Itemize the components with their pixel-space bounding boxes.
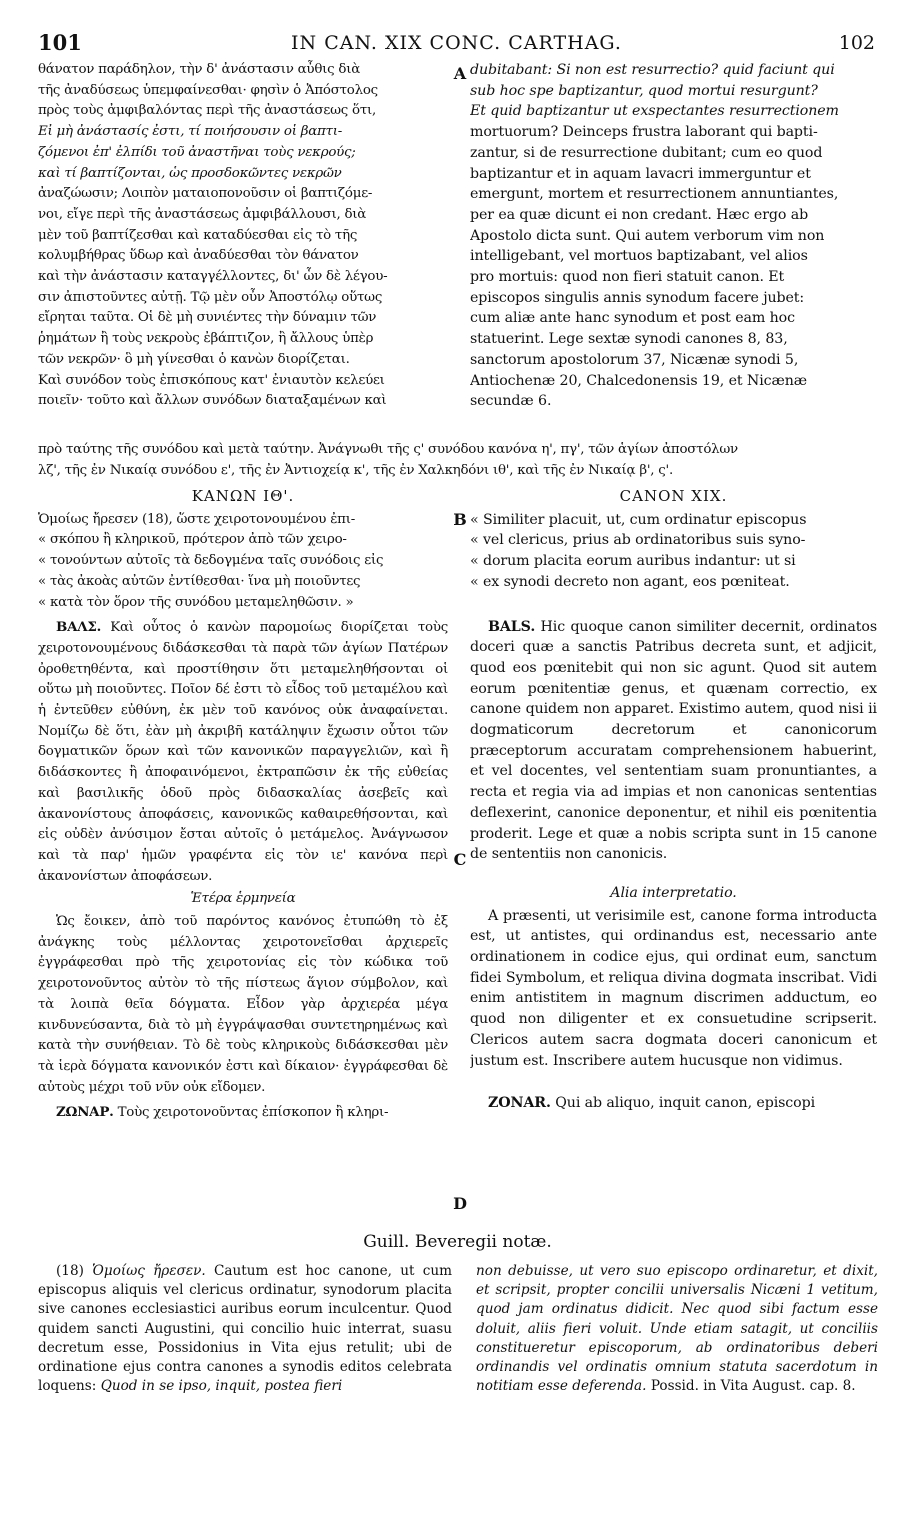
greek-canon-heading: ΚΑΝΩΝ ΙΘ'. — [191, 487, 295, 505]
greek-line: σιν ἀπιστοῦντες αὐτῇ. Τῷ μὲν οὖν Ἀποστόλῳ οὕτως — [38, 289, 383, 305]
latin-line: per ea quæ dicunt ei non credant. Hæc ergo ab — [470, 206, 809, 223]
latin-line: secundæ 6. — [470, 393, 552, 410]
greek-line: τῶν νεκρῶν· ὃ μὴ γίνεσθαι ὁ κανὼν διορίζεται. — [38, 351, 350, 367]
latin-column-top — [470, 60, 877, 420]
latin-line: dubitabant: Si non est resurrectio? quid faciunt qui — [470, 62, 835, 78]
latin-zonar-text: Qui ab aliquo, inquit canon, episcopi — [555, 1095, 816, 1112]
section-letter-b: B — [453, 510, 467, 529]
greek-line: Καὶ συνόδον τοὺς ἐπισκόπους κατ' ἐνιαυτὸν κελεύει — [38, 372, 385, 388]
note-right-tail: Possid. in Vita August. cap. 8. — [650, 1378, 856, 1395]
latin-line: sanctorum apostolorum 37, Nicænæ synodi 5, — [470, 351, 799, 368]
greek-alt-heading: Ἑτέρα ἑρμηνεία — [190, 891, 296, 907]
latin-line: Apostolo dicta sunt. Qui autem verborum vim non — [470, 227, 825, 244]
section-letter-d: D — [453, 1194, 467, 1213]
greek-zonar-paragraph — [38, 1102, 448, 1124]
note-number: (18) — [56, 1263, 84, 1279]
greek-line: Εἰ μὴ ἀνάστασίς ἐστι, τί ποιήσουσιν οἱ βαπτι- — [38, 124, 342, 140]
latin-canon-line: « dorum placita eorum auribus indantur: ut si — [470, 553, 796, 570]
latin-line: emergunt, mortem et resurrectionem annuntiantes, — [470, 186, 839, 203]
notes-left-column — [38, 1262, 452, 1396]
section-letter-c: C — [453, 850, 467, 869]
greek-column-middle — [38, 484, 448, 1228]
latin-line: sub hoc spe baptizantur, quod mortui resurgunt? — [470, 82, 818, 99]
greek-line: ῥημάτων ἢ τοὺς νεκροὺς ἐβάπτιζον, ἢ ἄλλους ὑπὲρ — [38, 331, 374, 347]
latin-bals-paragraph — [470, 617, 877, 865]
greek-line: τῆς ἀναδύσεως ὑπεμφαίνεσθαι· φησὶν ὁ Ἀπόστολος — [38, 82, 378, 98]
greek-zonar-label: ΖΩΝΑΡ. — [56, 1104, 114, 1121]
note-lemma: Ὁμοίως ἤρεσεν. — [92, 1263, 206, 1279]
latin-canon-text — [470, 510, 877, 593]
greek-canon-line: « τὰς ἀκοὰς αὐτῶν ἐντίθεσθαι· ἵνα μὴ ποιοῦντες — [38, 573, 361, 589]
greek-line: καὶ τὴν ἀνάστασιν καταγγέλλοντες, δι' ὧν δὲ λέγου- — [38, 269, 388, 285]
latin-canon-line: « ex synodi decreto non agant, eos pœniteat. — [470, 573, 790, 590]
greek-canon-line: « σκόπου ἢ κληρικοῦ, πρότερον ἀπὸ τῶν χειρο- — [38, 532, 347, 548]
notes-right-column — [476, 1262, 878, 1396]
latin-bals-label: BALS. — [488, 618, 536, 635]
note-left-text: Cautum est hoc canone, ut cum episcopus aliquis vel clericus ordinatur, synodorum placita sive canones ecclesiastici auribus eorum inculcentur. Quod quidem sancti Augustini, qui concilio huic interrat, suasu decretum esse, Possidonius in Vita ejus retulit; ubi de ordinatione ejus contra canones a synodis editos celebrata loquens: — [38, 1263, 453, 1395]
latin-zonar-label: ZONAR. — [488, 1095, 551, 1112]
latin-line: intelligebant, vel mortuos baptizabant, vel alios — [470, 248, 808, 265]
greek-line: ζόμενοι ἐπ' ἐλπίδι τοῦ ἀναστῆναι τοὺς νεκρούς; — [38, 144, 356, 160]
greek-line: ἀναζώωσιν; Λοιπὸν ματαιοπονοῦσιν οἱ βαπτιζόμε- — [38, 186, 373, 202]
latin-canon-heading: CANON XIX. — [619, 487, 728, 505]
latin-canon-line: « Similiter placuit, ut, cum ordinatur episcopus — [470, 511, 807, 528]
note-left-quote: Quod in se ipso, inquit, postea fieri — [100, 1378, 343, 1395]
latin-line: Antiochenæ 20, Chalcedonensis 19, et Nicænæ — [470, 372, 808, 389]
greek-bals-label: ΒΑΛΣ. — [56, 619, 101, 636]
note-right-quote: non debuisse, ut vero suo episcopo ordinaretur, et dixit, et scripsit, propter concilii universalis Nicæni 1 vetitum, quod jam ordinatus didicit. Nec quod sibi factum esse doluit, aliis fieri voluit. Unde etiam satagit, ut conciliis constitueretur episcoporum, ab ordinatoribus deberi ordinandis vel ordinatis omnium statuta sacerdotum in notitiam esse deferenda. — [476, 1263, 878, 1395]
greek-line: νοι, εἴγε περὶ τῆς ἀναστάσεως ἀμφιβάλλουσι, διὰ — [38, 206, 367, 222]
greek-canon-text — [38, 510, 448, 614]
latin-line: pro mortuis: quod non fieri statuit canon. Et — [470, 269, 785, 286]
greek-zonar-text: Τοὺς χειροτονοῦντας ἐπίσκοπον ἢ κληρι- — [117, 1105, 389, 1121]
running-title: IN CAN. XIX CONC. CARTHAG. — [291, 32, 622, 54]
greek-line: ποιεῖν· τοῦτο καὶ ἄλλων συνόδων διαταξαμένων καὶ — [38, 393, 387, 409]
greek-bals-text: Καὶ οὗτος ὁ κανὼν παρομοίως διορίζεται τοὺς χειροτονουμένους διδάσκεσθαι τὰ παρὰ τῶν ἁγίων Πατέρων ὀροθετηθέντα, καὶ προστίθησιν ὅτι μεταμεληθήσονται οἱ οὕτω μὴ ποιοῦντες. Ποῖον δέ ἐστι τὸ εἶδος τοῦ μεταμέλου καὶ ἡ ἐντεῦθεν εὐθύνη, ἐκ μὲν τοῦ κανόνος οὐκ ἀναφαίνεται. Νομίζω δὲ ὅτι, ἐὰν μὴ ἀκριβῆ κατάληψιν ἔχωσιν οὗτοι τῶν δογματικῶν ὅρων καὶ τῶν κανονικῶν παραγγελιῶν, καὶ ἢ διδάσκοντες ἢ ἀποφαινόμενοι, ἐκτραπῶσιν ἐκ τῆς εὐθείας καὶ βασιλικῆς ὁδοῦ πρὸς διδασκαλίας ἀσεβεῖς καὶ ἀκανονίστους ἀποφάσεις, κανονικῶς καθαιρεθήσονται, καὶ εἰς οὐδὲν ἀνύσιμον ἔσται αὐτοῖς ὁ μετάμελος. Ἀνάγνωσον καὶ τὰ παρ' ἡμῶν γραφέντα εἰς τὸν ιε' κανόνα περὶ ἀκανονίστων ἀποφάσεων. — [38, 620, 448, 884]
latin-canon-line: « vel clericus, prius ab ordinatoribus suis syno- — [470, 532, 806, 549]
full-width-greek — [38, 440, 878, 481]
greek-canon-line: Ὁμοίως ἤρεσεν (18), ὥστε χειροτονουμένου ἐπι- — [38, 511, 355, 527]
notes-heading: Guill. Beveregii notæ. — [363, 1232, 552, 1252]
greek-bals-paragraph — [38, 617, 448, 887]
greek-line: πρὸς τοὺς ἀμφιβαλόντας περὶ τῆς ἀναστάσεως ὅτι, — [38, 103, 377, 119]
latin-line: baptizantur et in aquam lavacri immerguntur et — [470, 165, 811, 182]
greek-line: θάνατον παράδηλον, τὴν δ' ἀνάστασιν αὖθις διὰ — [38, 62, 360, 77]
latin-line: zantur, si de resurrectione dubitant; cum eo quod — [470, 144, 823, 161]
full-line: πρὸ ταύτης τῆς συνόδου καὶ μετὰ ταύτην. Ἀνάγνωθι τῆς ς' συνόδου κανόνα η', πγ', τῶν ἁγίων ἀποστόλων — [38, 442, 738, 457]
latin-bals-text: Hic quoque canon similiter decernit, ordinatos doceri quæ a sanctis Patribus decreta sunt, et adjicit, quod eos pœnitebit qui non sic agunt. Quod sit autem eorum pœnitentiæ genus, et quænam correctio, ex canone quidem non apparet. Existimo autem, quod nisi ii dogmaticorum decretorum et canonicorum præceptorum accuratam comprehensionem habuerint, et vel docentes, vel sententiam suam pronuntiantes, a recta et regia via ad impias et non canonicas sententias deflexerint, canonice deponentur, et nihil eis pœnitentia proderit. Lege et quæ a nobis scripta sunt in 15 canone de sententiis non canonicis. — [470, 618, 877, 863]
latin-zonar-paragraph — [470, 1093, 877, 1114]
latin-column-middle — [470, 484, 877, 1228]
page-number-right: 102 — [838, 32, 875, 54]
full-line: λζ', τῆς ἐν Νικαίᾳ συνόδου ε', τῆς ἐν Ἀντιοχείᾳ κ', τῆς ἐν Χαλκηδόνι ιθ', καὶ τῆς ἐν Νικαίᾳ β', ς'. — [38, 462, 673, 478]
greek-line: εἴρηται ταῦτα. Οἱ δὲ μὴ συνιέντες τὴν δύναμιν τῶν — [38, 310, 377, 326]
latin-line: episcopos singulis annis synodum facere jubet: — [470, 289, 805, 306]
greek-canon-line: « κατὰ τὸν ὅρον τῆς συνόδου μεταμεληθῶσιν. » — [38, 594, 354, 610]
latin-alt-heading: Alia interpretatio. — [610, 884, 737, 901]
greek-column-top — [38, 60, 448, 420]
section-letter-a: A — [453, 64, 467, 83]
notes-right-paragraph — [476, 1262, 878, 1396]
latin-line: cum aliæ ante hanc synodum et post eam hoc — [470, 310, 795, 327]
latin-alt-text: A præsenti, ut verisimile est, canone forma introducta est, ut antistes, qui ordinandus est, necessario ante ordinationem in codice ejus, qui ordinat eum, sanctum fidei Symbolum, et reliqua divina dogmata inscribat. Vidi enim antistitem in magnum discrimen adductum, eo quod non diligenter et ex consuetudine scripserit. Clericos autem sacra dogmata doceri canonicum et justum est. Inscribere autem hucusque non vidimus. — [470, 907, 877, 1069]
latin-line: mortuorum? Deinceps frustra laborant qui bapti- — [470, 124, 818, 141]
notes-left-paragraph — [38, 1262, 452, 1396]
greek-line: κολυμβήθρας ὕδωρ καὶ ἀναδύεσθαι τὸν θάνατον — [38, 248, 359, 264]
greek-line: καὶ τί βαπτίζονται, ὡς προσδοκῶντες νεκρῶν — [38, 165, 342, 181]
page-header — [38, 30, 875, 58]
latin-line: statuerint. Lege sextæ synodi canones 8, 83, — [470, 331, 788, 348]
greek-line: μὲν τοῦ βαπτίζεσθαι καὶ καταδύεσθαι εἰς τὸ τῆς — [38, 227, 358, 243]
page-number-left: 101 — [38, 30, 82, 55]
greek-canon-line: « τονούντων αὐτοῖς τὰ δεδογμένα ταῖς συνόδοις εἰς — [38, 553, 384, 569]
latin-line: Et quid baptizantur ut exspectantes resurrectionem — [470, 103, 839, 120]
greek-alt-text: Ὡς ἔοικεν, ἀπὸ τοῦ παρόντος κανόνος ἐτυπώθη τὸ ἐξ ἀνάγκης τοὺς μέλλοντας χειροτονεῖσθαι ἀρχιερεῖς ἐγγράφεσθαι πρὸ τῆς χειροτονίας εἰς τὸν κώδικα τοῦ χειροτονοῦντος αὐτὸν τὸ τῆς πίστεως ἅγιον σύμβολον, καὶ τὰ λοιπὰ θεῖα δόγματα. Εἶδον γὰρ ἀρχιερέα μέγα κινδυνεύσαντα, διὰ τὸ μὴ ἐγγράψασθαι συντετηρημένως καὶ κατὰ τὴν συνήθειαν. Τὸ δὲ τοὺς κληρικοὺς διδάσκεσθαι μὲν τὰ ἱερὰ δόγματα κανονικόν ἐστι καὶ δίκαιον· ἐγγράφεσθαι δὲ αὐτοὺς μέχρι τοῦ νῦν οὐκ εἴδομεν. — [38, 914, 448, 1095]
